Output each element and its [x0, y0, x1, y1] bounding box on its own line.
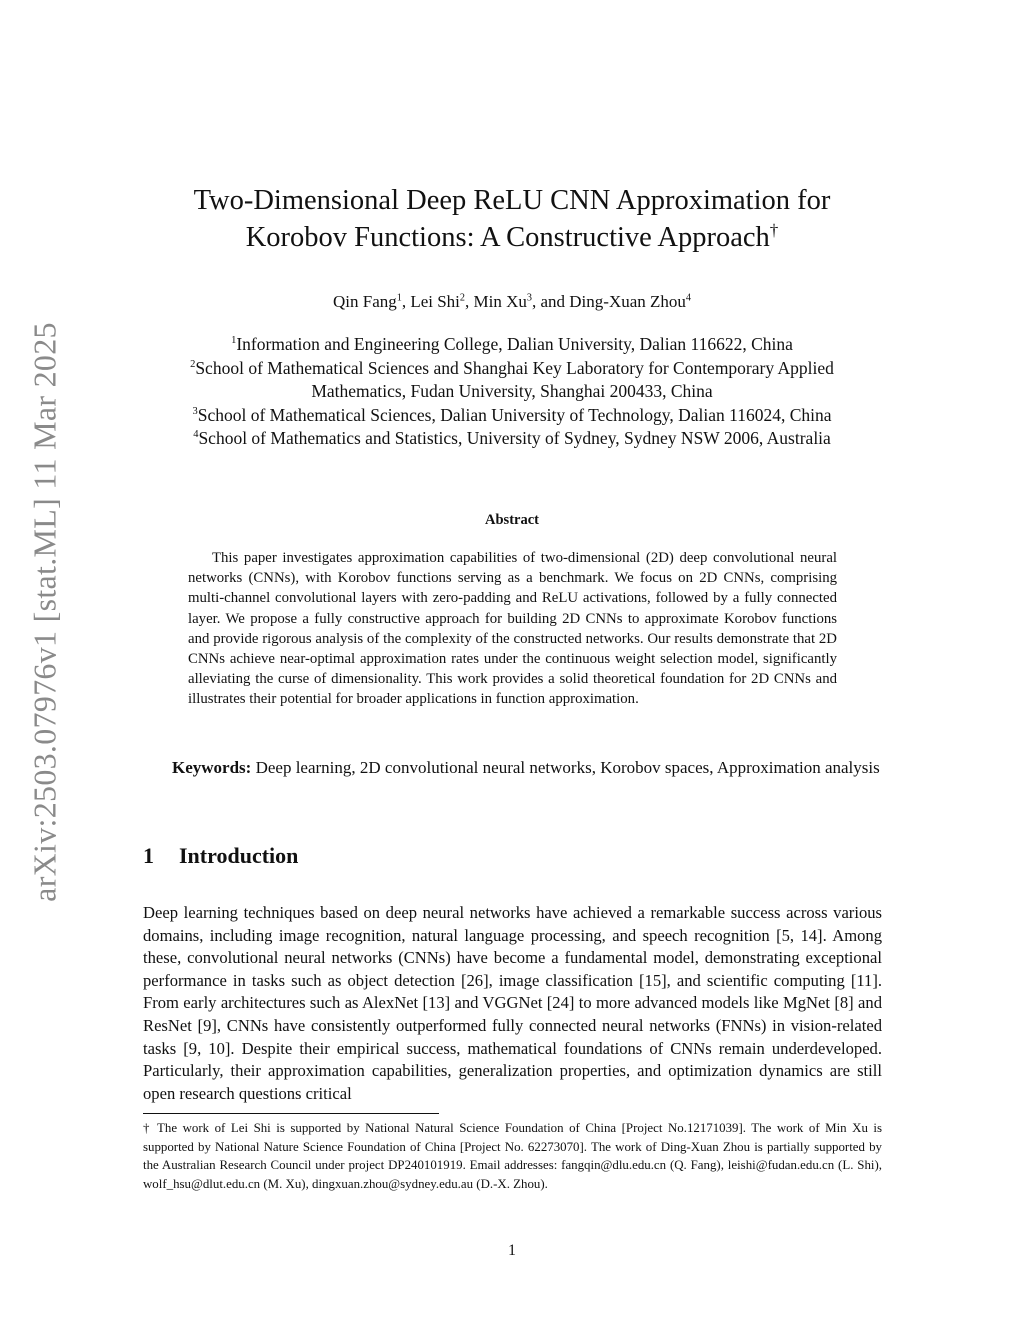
- author-affiliation-mark: 3: [526, 292, 532, 304]
- affiliation-item: [112, 404, 912, 428]
- affiliation-text: School of Mathematical Sciences and Shanghai Key Laboratory for Contemporary Applied: [195, 357, 834, 378]
- author-name: Min Xu: [473, 292, 527, 311]
- author-separator: ,: [401, 292, 411, 311]
- page-number: 1: [508, 1242, 516, 1259]
- footnote-mark: †: [143, 1121, 152, 1135]
- affiliation-continuation: Mathematics, Fudan University, Shanghai 200433, China: [311, 381, 713, 401]
- section-heading: [143, 843, 298, 869]
- title-line-2: [112, 219, 912, 256]
- affiliation-list: [112, 333, 912, 451]
- author-name: Qin Fang: [332, 292, 397, 311]
- affiliation-mark: 3: [192, 405, 198, 417]
- title-line-1: Two-Dimensional Deep ReLU CNN Approximation for: [193, 185, 831, 216]
- affiliation-item: [112, 333, 912, 357]
- footnote-text: The work of Lei Shi is supported by National Natural Science Foundation of China [Project No.12171039]. The work of Min Xu is supported by National Nature Science Foundation of China [Project No. 62273070]. The work of Ding-Xuan Zhou is partially supported by the Australian Research Council under project DP240101919. Email addresses: fangqin@dlu.edu.cn (Q. Fang), leishi@fudan.edu.cn (L. Shi), wolf_hsu@dlut.edu.cn (M. Xu), dingxuan.zhou@sydney.edu.au (D.-X. Zhou).: [143, 1121, 883, 1191]
- title-line-2-text: Korobov Functions: A Constructive Approach: [245, 222, 770, 253]
- footnote: [143, 1119, 882, 1193]
- section-number: 1: [143, 843, 154, 868]
- affiliation-item: [112, 427, 912, 451]
- affiliation-mark: 1: [231, 335, 237, 347]
- affiliation-item: [112, 357, 912, 381]
- author-affiliation-mark: 2: [459, 292, 466, 304]
- affiliation-mark: 2: [190, 358, 196, 370]
- author-separator: , and: [531, 292, 570, 311]
- affiliation-mark: 4: [193, 429, 199, 441]
- author-affiliation-mark: 4: [685, 292, 691, 304]
- abstract-heading: Abstract: [485, 512, 539, 528]
- author-list: [112, 290, 912, 314]
- section-title: Introduction: [179, 843, 299, 868]
- affiliation-text: School of Mathematics and Statistics, University of Sydney, Sydney NSW 2006, Australia: [198, 428, 831, 448]
- affiliation-text: Information and Engineering College, Dalian University, Dalian 116622, China: [236, 334, 793, 354]
- title-footnote-mark: †: [769, 220, 779, 240]
- author-separator: ,: [465, 292, 474, 311]
- keywords-paragraph: [143, 756, 882, 779]
- footnote-divider: [143, 1113, 439, 1114]
- paper-title: [112, 182, 912, 256]
- author-name: Lei Shi: [410, 292, 460, 311]
- author-name: Ding-Xuan Zhou: [569, 292, 686, 311]
- affiliation-text: School of Mathematical Sciences, Dalian University of Technology, Dalian 116024, China: [197, 404, 832, 425]
- keywords-label: Keywords:: [172, 758, 252, 777]
- arxiv-identifier-stamp: arXiv:2503.07976v1 [stat.ML] 11 Mar 2025: [26, 322, 63, 902]
- keywords-text: Deep learning, 2D convolutional neural networks, Korobov spaces, Approximation analysis: [255, 758, 880, 777]
- author-affiliation-mark: 1: [396, 292, 402, 304]
- abstract-body: This paper investigates approximation capabilities of two-dimensional (2D) deep convolutional neural networks (CNNs), with Korobov functions serving as a benchmark. We focus on 2D CNNs, comprising multi-channel convolutional layers with zero-padding and ReLU activations, followed by a fully connected layer. We propose a fully constructive approach for building 2D CNNs to approximate Korobov functions and provide rigorous analysis of the complexity of the constructed networks. Our results demonstrate that 2D CNNs achieve near-optimal approximation rates under the continuous weight selection model, significantly alleviating the curse of dimensionality. This work provides a solid theoretical foundation for 2D CNNs and illustrates their potential for broader applications in function approximation.: [188, 550, 837, 708]
- introduction-paragraph: Deep learning techniques based on deep neural networks have achieved a remarkable success across various domains, including image recognition, natural language processing, and speech recognition [5, 14]. Among these, convolutional neural networks (CNNs) have become a fundamental model, demonstrating exceptional performance in tasks such as object detection [26], image classification [15], and scientific computing [11]. From early architectures such as AlexNet [13] and VGGNet [24] to more advanced models like MgNet [8] and ResNet [9], CNNs have consistently outperformed fully connected neural networks (FNNs) in vision-related tasks [9, 10]. Despite their empirical success, mathematical foundations of CNNs remain underdeveloped. Particularly, their approximation capabilities, generalization properties, and optimization dynamics are still open research questions critical: [143, 903, 882, 1103]
